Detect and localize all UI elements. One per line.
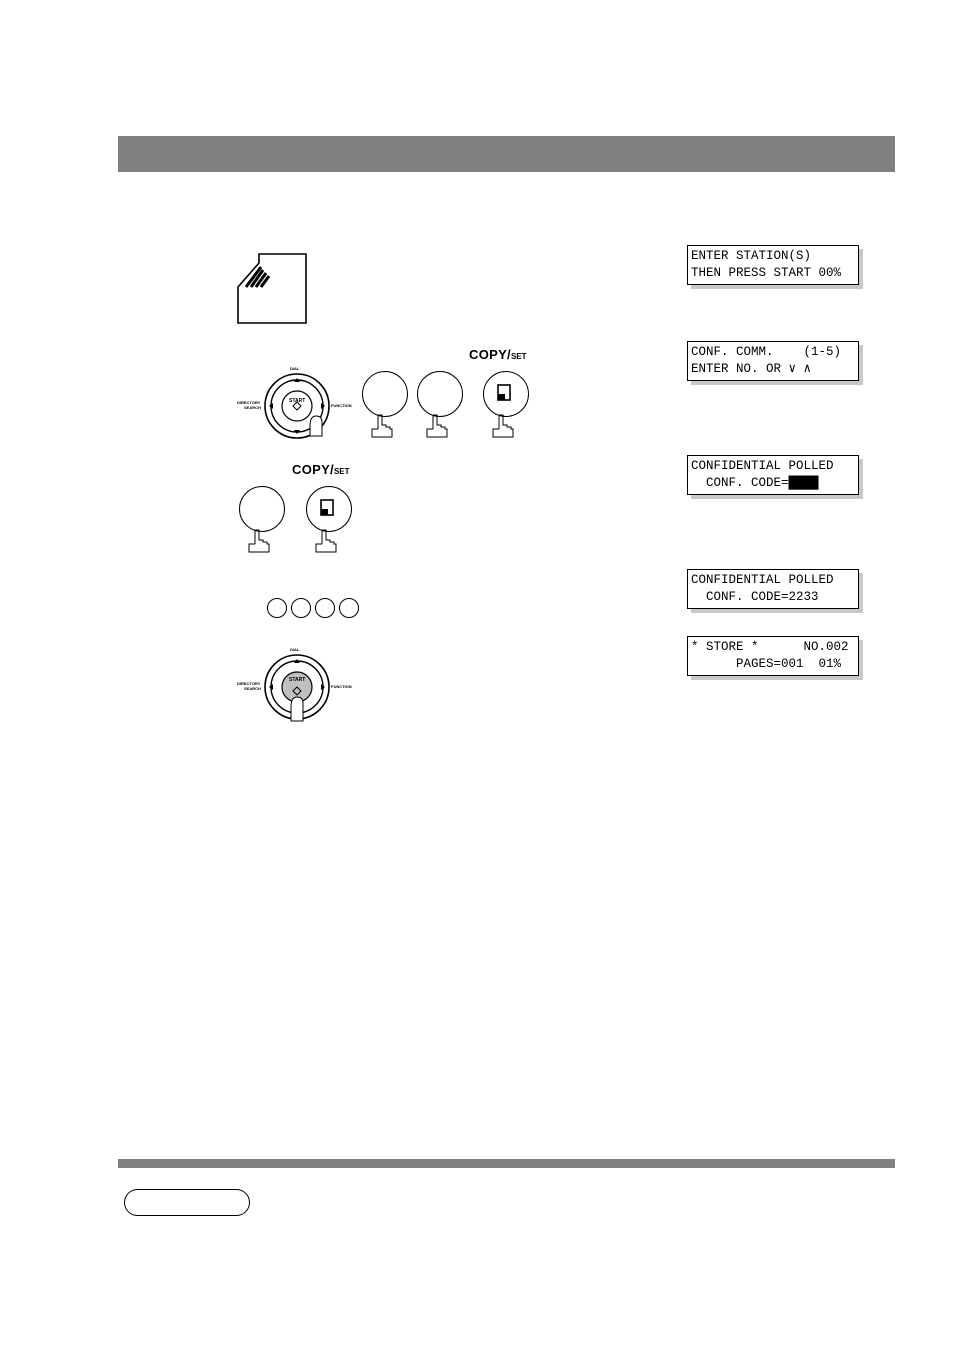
lcd-line-2: ENTER NO. OR ∨ ∧ bbox=[691, 362, 812, 376]
lcd-line-2: THEN PRESS START 00% bbox=[691, 266, 842, 280]
copy-icon bbox=[496, 384, 514, 402]
dial-top-label: DIAL bbox=[290, 366, 300, 371]
copy-set-label: COPY/SET bbox=[469, 347, 527, 362]
lcd-line-1: CONFIDENTIAL POLLED bbox=[691, 573, 834, 587]
function-dial[interactable] bbox=[232, 362, 362, 444]
lcd-line-1: CONFIDENTIAL POLLED bbox=[691, 459, 834, 473]
lcd-display-1 bbox=[687, 245, 859, 285]
code-key-2[interactable] bbox=[291, 598, 311, 618]
finger-press-icon bbox=[493, 415, 517, 439]
finger-press-icon bbox=[249, 530, 273, 554]
finger-press-icon bbox=[427, 415, 451, 439]
dial-start-label: START bbox=[289, 398, 306, 404]
finger-press-icon bbox=[316, 530, 340, 554]
lcd-line-2: CONF. CODE=2233 bbox=[691, 590, 819, 604]
copy-set-label: COPY/SET bbox=[292, 462, 350, 477]
code-key-4[interactable] bbox=[339, 598, 359, 618]
lcd-line-1: * STORE * NO.002 bbox=[691, 640, 849, 654]
footer-bar bbox=[118, 1159, 895, 1168]
start-dial[interactable] bbox=[232, 643, 362, 725]
lcd-display-5 bbox=[687, 636, 859, 676]
dial-right-label: FUNCTION bbox=[331, 684, 352, 689]
keypad-key-3[interactable] bbox=[239, 486, 285, 532]
header-bar bbox=[118, 136, 895, 172]
dial-right-label: FUNCTION bbox=[331, 403, 352, 408]
lcd-line-1: CONF. COMM. (1-5) bbox=[691, 345, 842, 359]
lcd-display-4 bbox=[687, 569, 859, 609]
dial-left-label-1: DIRECTORY bbox=[237, 400, 261, 405]
lcd-line-1: ENTER STATION(S) bbox=[691, 249, 812, 263]
dial-left-label-2: SEARCH bbox=[244, 686, 261, 691]
lcd-display-2 bbox=[687, 341, 859, 381]
keypad-key-2[interactable] bbox=[417, 371, 463, 417]
lcd-display-3 bbox=[687, 455, 859, 495]
document-icon bbox=[237, 253, 309, 325]
finger-press-icon bbox=[372, 415, 396, 439]
dial-left-label-2: SEARCH bbox=[244, 405, 261, 410]
lcd-line-2: CONF. CODE=████ bbox=[691, 476, 819, 490]
dial-top-label: DIAL bbox=[290, 647, 300, 652]
lcd-line-2: PAGES=001 01% bbox=[691, 657, 842, 671]
code-key-1[interactable] bbox=[267, 598, 287, 618]
copy-icon bbox=[319, 499, 337, 517]
dial-start-label: START bbox=[289, 677, 306, 683]
keypad-key-1[interactable] bbox=[362, 371, 408, 417]
code-key-3[interactable] bbox=[315, 598, 335, 618]
note-label-box bbox=[124, 1189, 250, 1216]
dial-left-label-1: DIRECTORY bbox=[237, 681, 261, 686]
